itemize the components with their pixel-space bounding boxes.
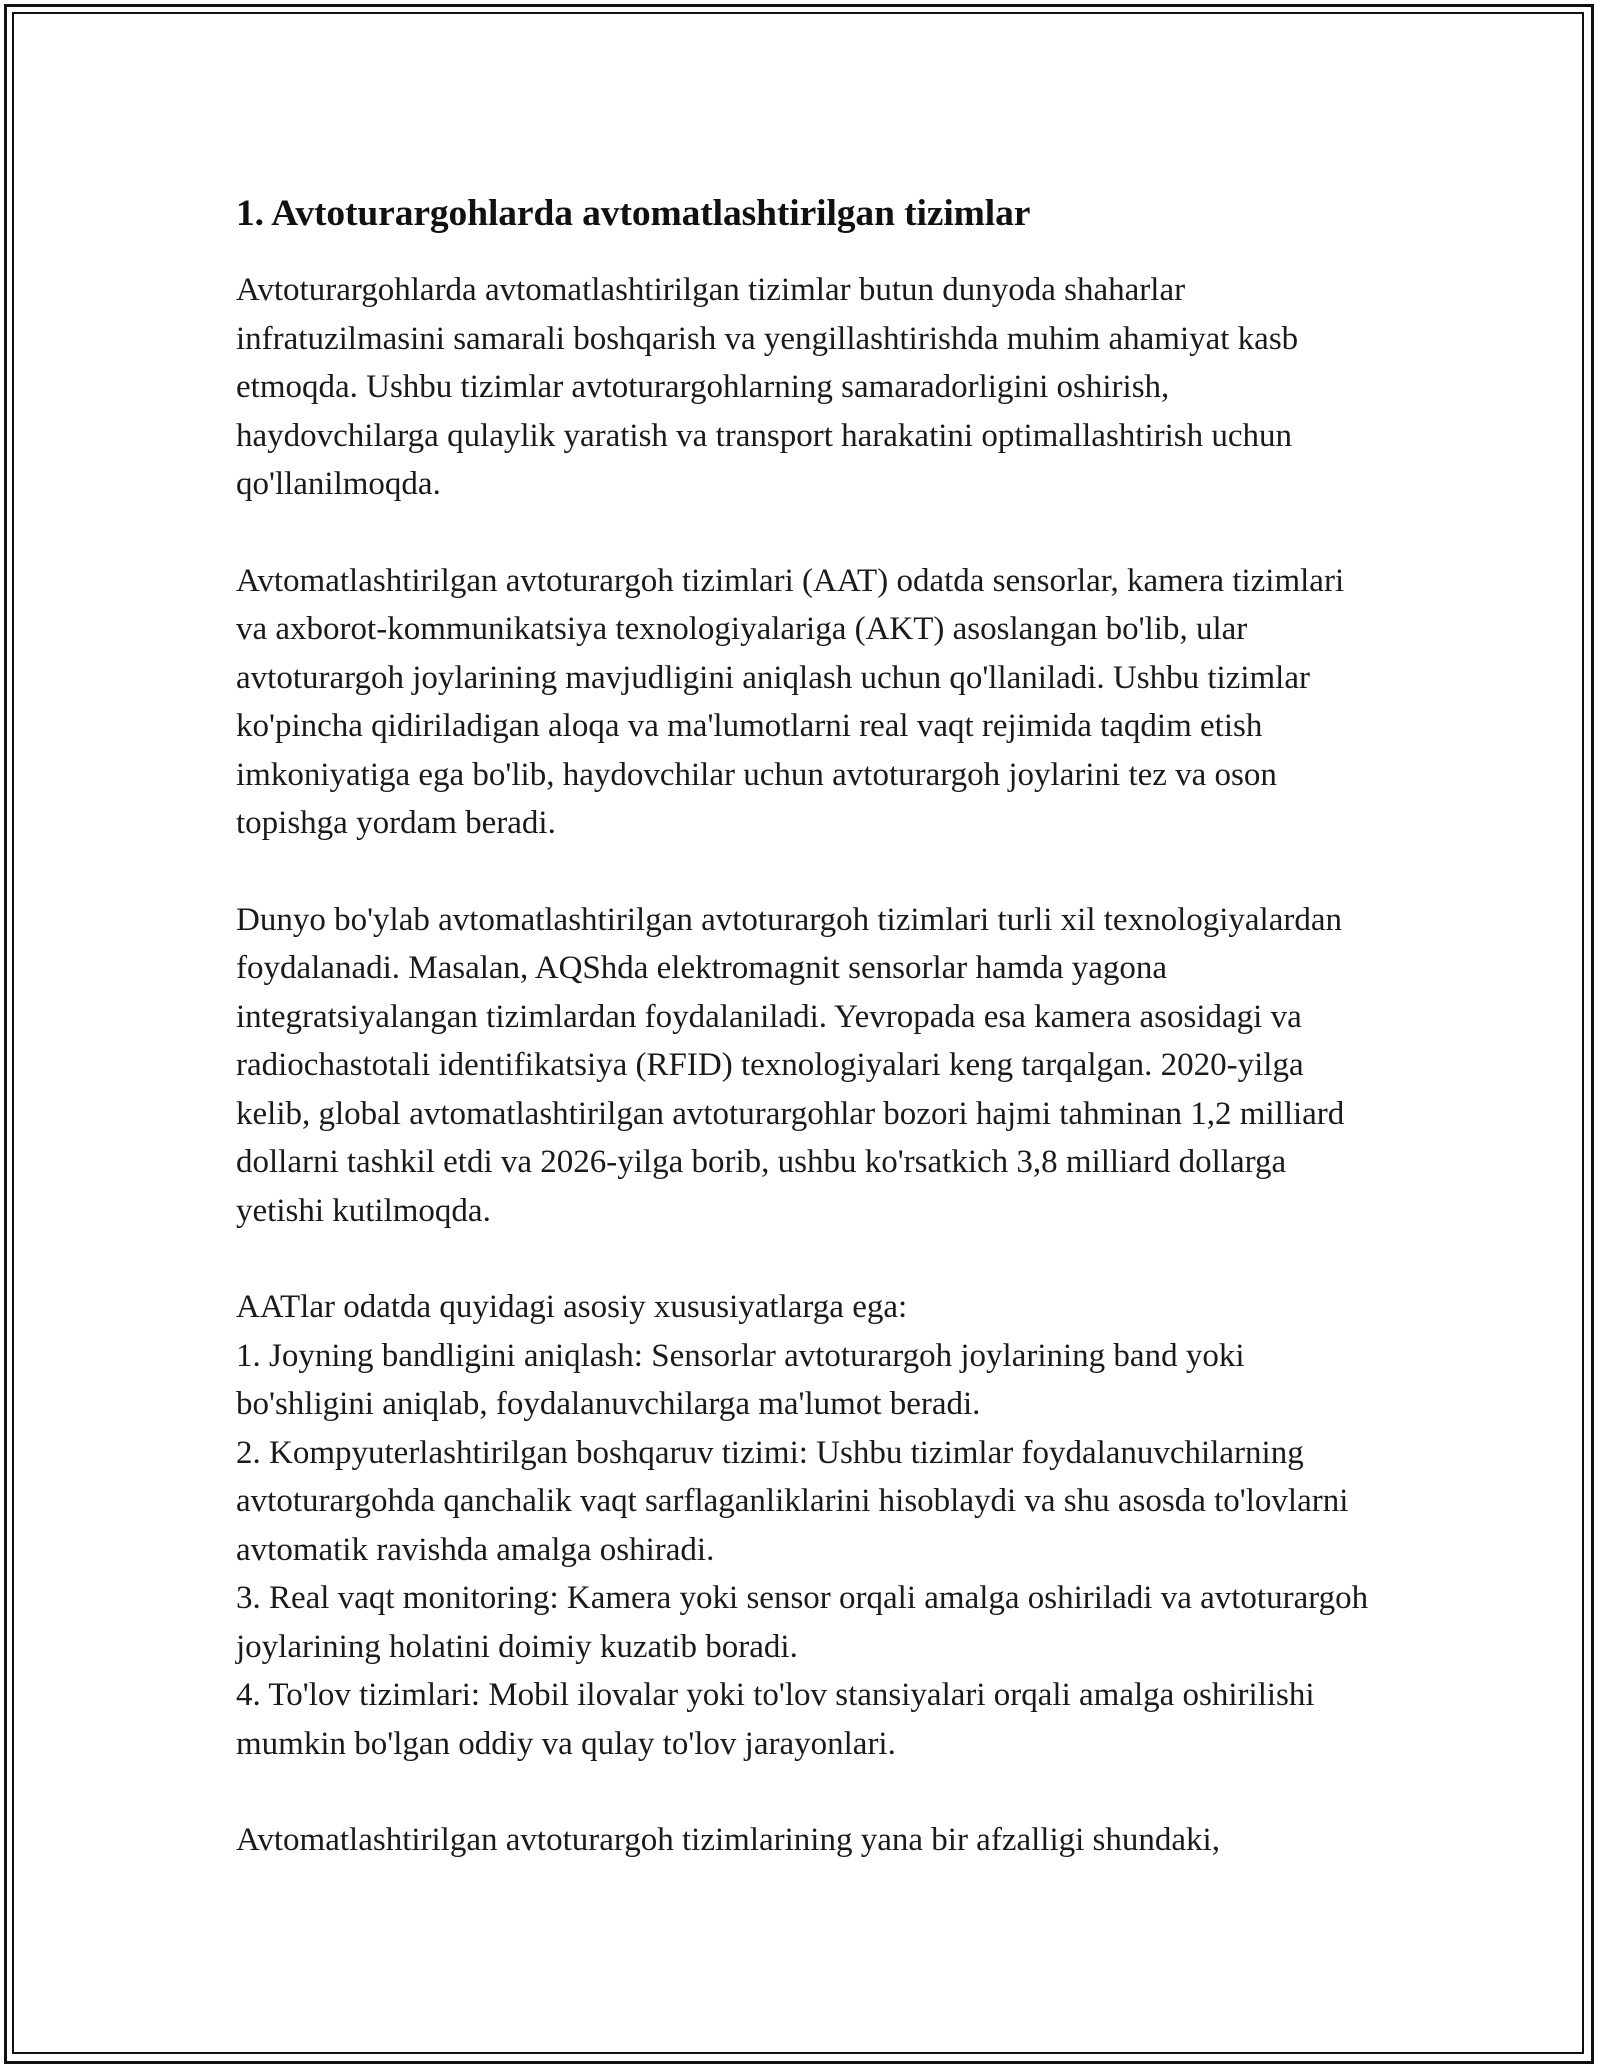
features-list bbox=[236, 1283, 1376, 1768]
document-body bbox=[236, 188, 1376, 1913]
list-intro: AATlar odatda quyidagi asosiy xususiyatlarga ega: bbox=[236, 1289, 908, 1325]
paragraph-intro: Avtoturargohlarda avtomatlashtirilgan tizimlar butun dunyoda shaharlar infratuzilmasini samarali boshqarish va yengillashtirishda muhim ahamiyat kasb etmoqda. Ushbu tizimlar avtoturargohlarning samaradorligini oshirish, haydovchilarga qulaylik yaratish va transport harakatini optimallashtirish uchun qo'llanilmoqda. bbox=[236, 272, 1299, 502]
paragraph-aat-description: Avtomatlashtirilgan avtoturargoh tizimlari (AAT) odatda sensorlar, kamera tizimlari va axborot-kommunikatsiya texnologiyalariga (AKT) asoslangan bo'lib, ular avtoturargoh joylarining mavjudligini aniqlash uchun qo'llaniladi. Ushbu tizimlar ko'pincha qidiriladigan aloqa va ma'lumotlarni real vaqt rejimida taqdim etish imkoniyatiga ega bo'lib, haydovchilar uchun avtoturargoh joylarini tez va oson topishga yordam beradi. bbox=[236, 562, 1345, 841]
list-item: 1. Joyning bandligini aniqlash: Sensorlar avtoturargoh joylarining band yoki bo'shligini aniqlab, foydalanuvchilarga ma'lumot beradi. bbox=[236, 1337, 1245, 1422]
list-item: 3. Real vaqt monitoring: Kamera yoki sensor orqali amalga oshiriladi va avtoturargoh joylarining holatini doimiy kuzatib boradi. bbox=[236, 1580, 1369, 1665]
paragraph-world-technologies: Dunyo bo'ylab avtomatlashtirilgan avtoturargoh tizimlari turli xil texnologiyalardan foydalanadi. Masalan, AQShda elektromagnit sensorlar hamda yagona integratsiyalangan tizimlardan foydalaniladi. Yevropada esa kamera asosidagi va radiochastotali identifikatsiya (RFID) texnologiyalari keng tarqalgan. 2020-yilga kelib, global avtomatlashtirilgan avtoturargohlar bozori hajmi tahminan 1,2 milliard dollarni tashkil etdi va 2026-yilga borib, ushbu ko'rsatkich 3,8 milliard dollarga yetishi kutilmoqda. bbox=[236, 901, 1345, 1229]
list-item: 2. Kompyuterlashtirilgan boshqaruv tizimi: Ushbu tizimlar foydalanuvchilarning avtoturargohda qanchalik vaqt sarflaganliklarini hisoblaydi va shu asosda to'lovlarni avtomatik ravishda amalga oshiradi. bbox=[236, 1434, 1349, 1568]
list-item: 4. To'lov tizimlari: Mobil ilovalar yoki to'lov stansiyalari orqali amalga oshirilishi mumkin bo'lgan oddiy va qulay to'lov jarayonlari. bbox=[236, 1677, 1315, 1762]
paragraph-closing: Avtomatlashtirilgan avtoturargoh tizimlarining yana bir afzalligi shundaki, bbox=[236, 1822, 1220, 1858]
section-heading: 1. Avtoturargohlarda avtomatlashtirilgan tizimlar bbox=[236, 193, 1031, 234]
